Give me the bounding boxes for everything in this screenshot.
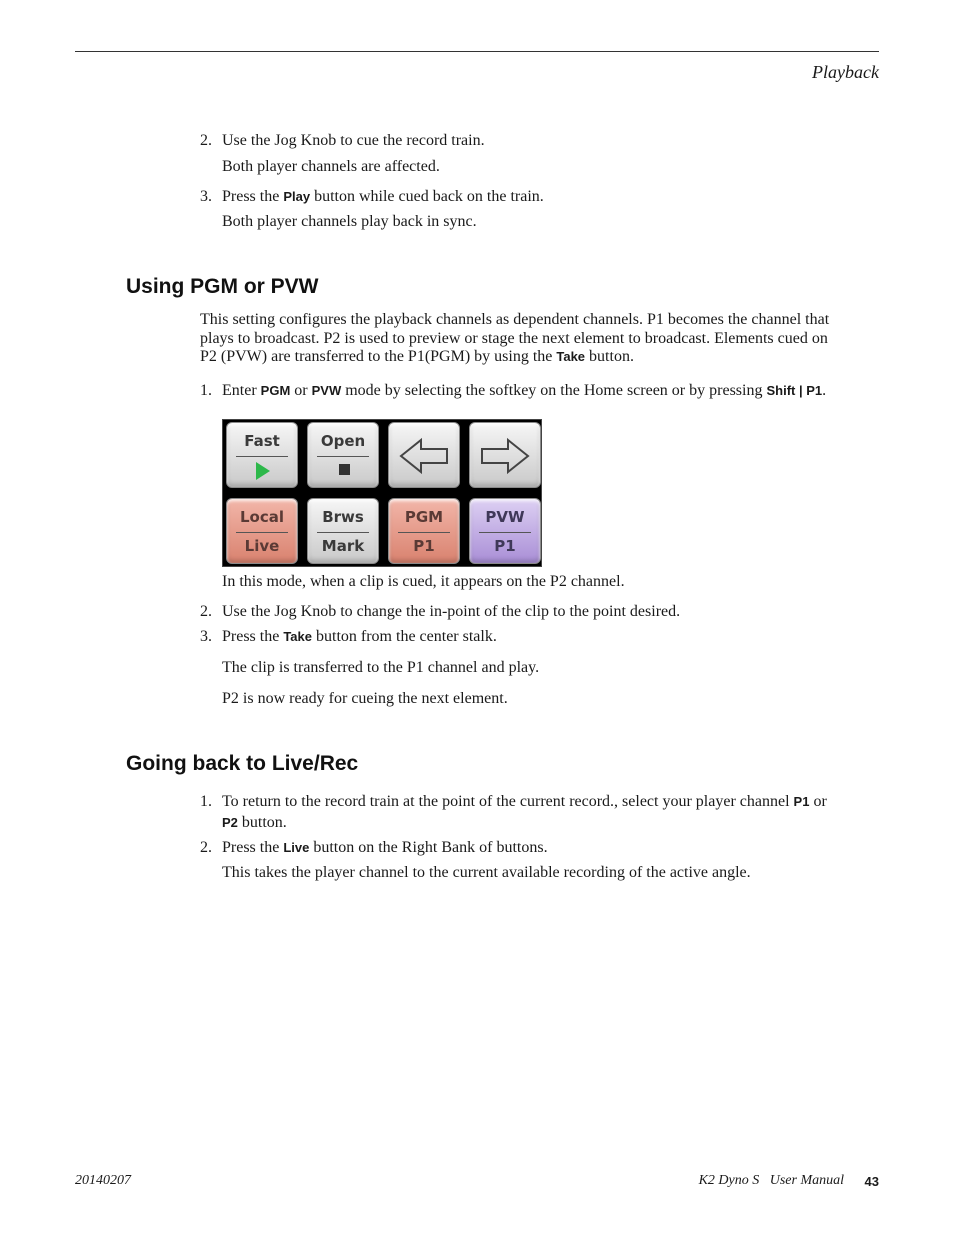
stop-icon (339, 464, 350, 475)
section-heading-live-rec: Going back to Live/Rec (126, 752, 359, 775)
left-arrow-icon (389, 436, 459, 476)
section2-step-2-note: This takes the player channel to the current available recording of the active angle. (222, 864, 751, 881)
pvw-p1-key: PVW P1 (469, 498, 541, 564)
section1-note-2: P2 is now ready for cueing the next element. (222, 690, 508, 707)
section2-step-1-cont: P2 button. (222, 814, 287, 831)
ui-label-pgm: PGM (260, 383, 291, 398)
ui-label-shift-p1: Shift | P1 (766, 383, 823, 398)
section1-step-2: 2. Use the Jog Knob to change the in-point of the clip to the point desired. (200, 603, 681, 620)
ui-label-take: Take (556, 349, 586, 364)
softkey-panel-figure (222, 419, 542, 567)
play-icon (256, 462, 270, 480)
after-image-text: In this mode, when a clip is cued, it appears on the P2 channel. (222, 573, 625, 590)
left-arrow-key (388, 422, 460, 488)
pgm-p1-key: PGM P1 (388, 498, 460, 564)
running-head: Playback (812, 62, 879, 82)
open-stop-key: Open (307, 422, 379, 488)
section1-step-3: 3. Press the Take button from the center stalk. (200, 628, 497, 645)
page-number: 43 (864, 1174, 879, 1189)
ui-label-live: Live (283, 840, 310, 855)
section-heading-pgm-pvw: Using PGM or PVW (126, 275, 319, 298)
step-2-note: Both player channels are affected. (222, 158, 440, 175)
ui-label-pvw: PVW (311, 383, 342, 398)
ui-label-p1: P1 (793, 794, 810, 809)
header-rule (75, 51, 879, 52)
fast-play-key: Fast (226, 422, 298, 488)
section2-step-2: 2. Press the Live button on the Right Bank of buttons. (200, 839, 548, 856)
step-3-intro: 3. Press the Play button while cued back on the train. (200, 188, 544, 205)
right-arrow-key (469, 422, 541, 488)
brws-mark-key: Brws Mark (307, 498, 379, 564)
footer-date: 20140207 (75, 1173, 131, 1188)
section1-note-1: The clip is transferred to the P1 channel and play. (222, 659, 540, 676)
step-2-intro: 2. Use the Jog Knob to cue the record train. (200, 132, 485, 149)
section1-paragraph: This setting configures the playback channels as dependent channels. P1 becomes the channel that plays to broadcast. P2 is used to preview or stage the next element to broadcast. Elements cued on P2 (PVW) are transferred to the P1(PGM) by using the Take button. (200, 311, 830, 365)
local-live-key: Local Live (226, 498, 298, 564)
ui-label-p2: P2 (222, 815, 238, 830)
right-arrow-icon (470, 436, 540, 476)
section1-step-1: 1. Enter PGM or PVW mode by selecting the softkey on the Home screen or by pressing Shift | P1. (200, 382, 827, 399)
ui-label-play: Play (283, 189, 311, 204)
section2-step-1: 1. To return to the record train at the point of the current record., select your player channel P1 or (200, 793, 827, 810)
footer-manual-title: K2 Dyno S User Manual (698, 1173, 844, 1188)
step-3-note: Both player channels play back in sync. (222, 213, 477, 230)
ui-label-take-2: Take (283, 629, 312, 644)
